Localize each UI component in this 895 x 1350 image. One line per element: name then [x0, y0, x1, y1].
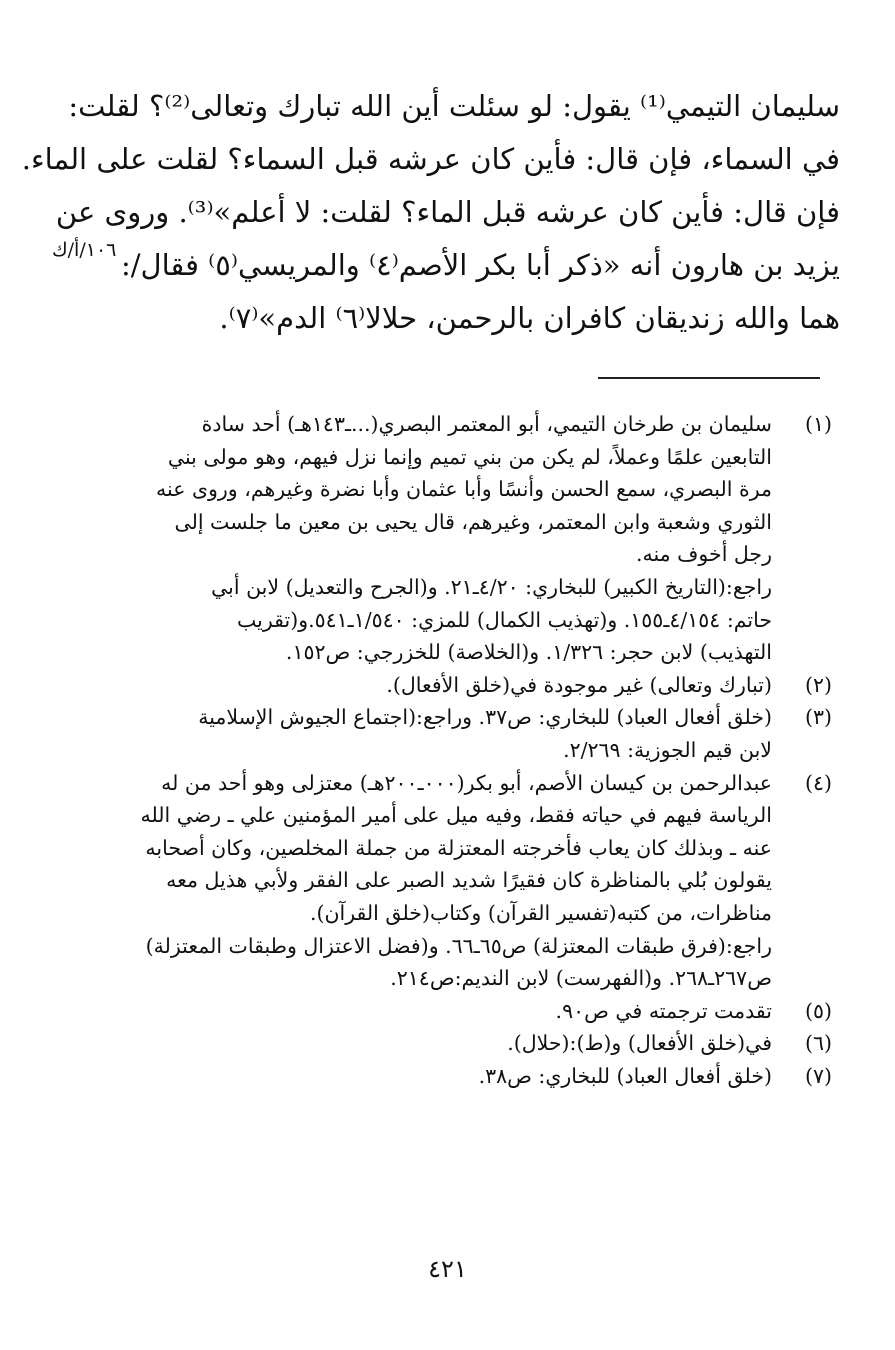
footnote-number: (٤)	[804, 770, 832, 795]
footnote-separator	[598, 377, 820, 379]
footnote-line: حاتم: ٤/١٥٤ـ١٥٥. و(تهذيب الكمال) للمزي: ١/٥٤٠ـ٥٤١.و(تقريب	[236, 607, 772, 632]
footnotes	[142, 408, 832, 1092]
footnote-line: في(خلق الأفعال) و(ط):(حلال).	[507, 1031, 772, 1056]
footnote-line: يقولون بُلي بالمناظرة كان فقيرًا شديد الصبر على الفقر ولأبي هذيل معه	[166, 868, 772, 893]
footnote-line: التابعين علمًا وعملاً، لم يكن من بني تميم وإنما نزل فيهم، وهو مولى بني	[167, 444, 772, 469]
footnote-line: (خلق أفعال العباد) للبخاري: ص٣٧. وراجع:(اجتماع الجيوش الإسلامية	[198, 705, 772, 730]
footnote-5	[142, 995, 832, 1028]
margin-folio-note: ١٠٦/أ/ك	[52, 239, 117, 261]
main-text-line: يزيد بن هارون أنه «ذكر أبا بكر الأصم⁽٤⁾ والمريسي⁽٥⁾ فقال/:	[120, 248, 840, 282]
footnote-line: مناظرات، من كتبه(تفسير القرآن) وكتاب(خلق القرآن).	[309, 900, 772, 925]
footnote-line: الثوري وشعبة وابن المعتمر، وغيرهم، قال يحيى بن معين ما جلست إلى	[174, 509, 772, 534]
footnote-2	[142, 669, 832, 702]
footnote-4	[142, 767, 832, 995]
footnote-line: الرياسة فيهم في حياته فقط، وفيه ميل على أمير المؤمنين علي ـ رضي الله	[140, 803, 772, 828]
main-text-line: في السماء، فإن قال: فأين كان عرشه قبل السماء؟ لقلت على الماء.	[21, 142, 840, 176]
footnote-number: (٥)	[804, 998, 832, 1023]
footnote-line: (خلق أفعال العباد) للبخاري: ص٣٨.	[478, 1063, 772, 1088]
footnote-6	[142, 1027, 832, 1060]
footnote-line: لابن قيم الجوزية: ٢/٢٦٩.	[563, 737, 772, 762]
footnote-line: عنه ـ وبذلك كان يعاب فأخرجته المعتزلة من جملة المخلصين، وكان أصحابه	[145, 835, 772, 860]
footnote-7	[142, 1060, 832, 1093]
footnote-line: عبدالرحمن بن كيسان الأصم، أبو بكر(٠٠٠ـ٢٠٠هـ) معتزلى وهو أحد من له	[161, 770, 772, 795]
footnote-line: (تبارك وتعالى) غير موجودة في(خلق الأفعال).	[386, 672, 772, 697]
footnote-line: تقدمت ترجمته في ص٩٠.	[555, 998, 772, 1023]
footnote-line: التهذيب) لابن حجر: ١/٣٢٦. و(الخلاصة) للخزرجي: ص١٥٢.	[285, 640, 772, 665]
footnote-number: (٣)	[804, 705, 832, 730]
main-text-line: هما والله زنديقان كافران بالرحمن، حلالا⁽٦⁾ الدم»⁽٧⁾.	[219, 301, 840, 335]
footnote-number: (١)	[804, 412, 832, 436]
footnote-number: (٢)	[804, 672, 832, 697]
page-number: ٤٢١	[428, 1255, 467, 1283]
footnote-line: رجل أخوف منه.	[635, 542, 772, 567]
footnote-1	[142, 408, 832, 669]
footnote-line: راجع:(فرق طبقات المعتزلة) ص٦٥ـ٦٦. و(فضل الاعتزال وطبقات المعتزلة)	[145, 933, 772, 958]
footnote-line: راجع:(التاريخ الكبير) للبخاري: ٤/٢٠ـ٢١. و(الجرح والتعديل) لابن أبي	[211, 574, 772, 599]
footnote-3	[142, 701, 832, 766]
main-text-line: سليمان التيمي⁽¹⁾ يقول: لو سئلت أين الله تبارك وتعالى⁽²⁾؟ لقلت:	[68, 89, 840, 123]
footnote-line: ص٢٦٧ـ٢٦٨. و(الفهرست) لابن النديم:ص٢١٤.	[390, 966, 772, 991]
footnote-number: (٦)	[804, 1031, 832, 1056]
footnote-line: مرة البصري، سمع الحسن وأنسًا وأبا عثمان وأبا نضرة وغيرهم، وروى عنه	[156, 477, 772, 502]
footnote-number: (٧)	[804, 1063, 832, 1088]
main-text-line: فإن قال: فأين كان عرشه قبل الماء؟ لقلت: لا أعلم»⁽³⁾. وروى عن	[55, 195, 840, 229]
footnote-line: سليمان بن طرخان التيمي، أبو المعتمر البصري(...ـ١٤٣هـ) أحد سادة	[201, 412, 772, 436]
